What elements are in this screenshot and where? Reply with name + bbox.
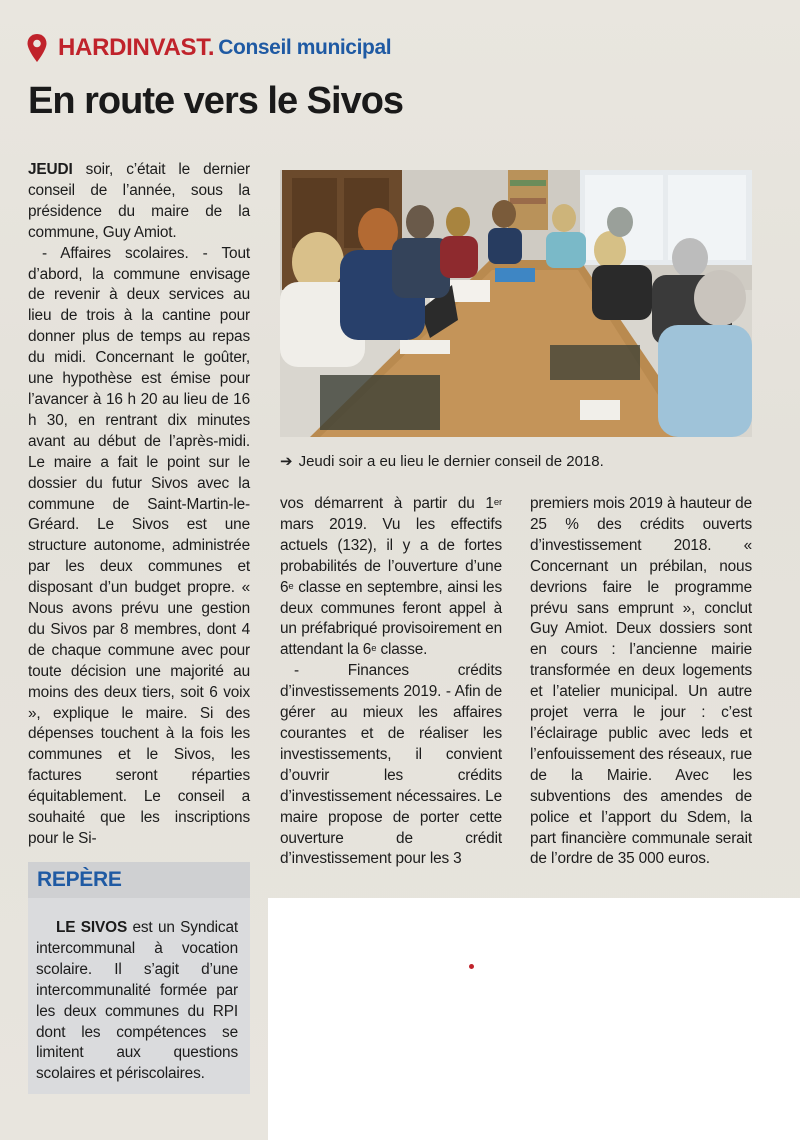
lead-word: JEUDI <box>28 161 73 178</box>
repere-title: REPÈRE <box>37 868 122 891</box>
article-column-3 <box>530 494 752 870</box>
kicker-rubric: Conseil municipal <box>218 36 392 59</box>
article-paragraph <box>28 160 250 244</box>
paragraph-text: classe en septembre, ainsi les deux communes feront appel à un préfabriqué provisoirement en attendant la 6 <box>280 578 502 659</box>
council-meeting-photo <box>280 170 752 437</box>
repere-paragraph <box>36 918 238 1085</box>
kicker-location: HARDINVAST. <box>58 34 215 61</box>
article-paragraph <box>280 494 502 661</box>
repere-text <box>36 918 238 1085</box>
paragraph-text: soir, c’était le dernier conseil de l’année, sous la présidence du maire de la commune, Guy Amiot. <box>28 161 250 241</box>
paragraph-text: mars 2019. Vu les effectifs actuels (132), il y a de fortes probabilités de l’ouverture d’une 6 <box>280 515 502 596</box>
article-column-1 <box>28 160 250 850</box>
article-column-2 <box>280 494 502 870</box>
headline: En route vers le Sivos <box>28 80 404 122</box>
bleed-through-text <box>560 92 565 114</box>
article-paragraph: premiers mois 2019 à hauteur de 25 % des crédits ouverts d’investissement 2018. « Concernant un prébilan, nous devrions faire le programme prévu sans emprunt », conclut Guy Amiot. Deux dossiers sont en cours : l’ancienne mairie transformée en deux logements et l’atelier municipal. Un autre projet verra le jour : c’est l’éclairage public avec leds et l’enfouissement des réseaux, rue de la Mairie. Avec les subventions des amendes de police et l’apport du Sdem, la part financière communale serait de l’ordre de 35 000 euros. <box>530 495 752 868</box>
arrow-right-icon: ➔ <box>280 453 293 470</box>
paragraph-text: vos démarrent à partir du 1 <box>280 495 494 512</box>
blank-area <box>268 898 800 1140</box>
superscript: er <box>493 497 502 508</box>
red-dot-mark <box>469 964 474 969</box>
repere-body-text: est un Syndicat intercommunal à vocation scolaire. Il s’agit d’une intercommunalité formée par les deux communes du RPI dont les compétences se limitent aux questions scolaires et périscolaires. <box>36 919 238 1083</box>
caption-text: Jeudi soir a eu lieu le dernier conseil de 2018. <box>298 452 604 470</box>
superscript: e <box>288 580 294 592</box>
superscript: e <box>371 643 377 655</box>
article-paragraph: - Affaires scolaires. - Tout d’abord, la commune envisage de revenir à deux services au lieu de trois à la cantine pour donner plus de temps au repas du midi. Concernant le goûter, une hypothèse est émise pour l’avancer à 16 h 20 au lieu de 16 h 30, en rentrant dix minutes avant au début de l’après-midi. Le maire a fait le point sur le dossier du futur Sivos avec la commune de Saint-Martin-le-Gréard. Le Sivos est une structure autonome, administrée par les deux communes et disposant d’un budget propre. « Nous avons prévu une gestion du Sivos par 8 membres, dont 4 de chaque commune avec pour toute décision une majorité au moins des deux tiers, soit 6 voix », explique le maire. Si des dépenses touchent à la fois les communes et le Sivos, les factures seront réparties équitablement. Le conseil a souhaité que les inscriptions pour le Si- <box>28 244 250 847</box>
article-paragraph: - Finances crédits d’investissements 2019. - Afin de gérer au mieux les affaires courantes et de réaliser les investissements, il convient d’ouvrir les crédits d’investissement nécessaires. Le maire propose de porter cette ouverture de crédit d’investissement pour les 3 <box>280 662 502 868</box>
location-pin-icon <box>26 33 48 63</box>
repere-header <box>28 862 250 898</box>
paragraph-text: classe. <box>376 641 428 659</box>
repere-lead: LE SIVOS <box>56 919 128 936</box>
kicker <box>26 30 391 66</box>
photo-illustration <box>280 170 752 437</box>
photo-caption <box>280 452 752 470</box>
